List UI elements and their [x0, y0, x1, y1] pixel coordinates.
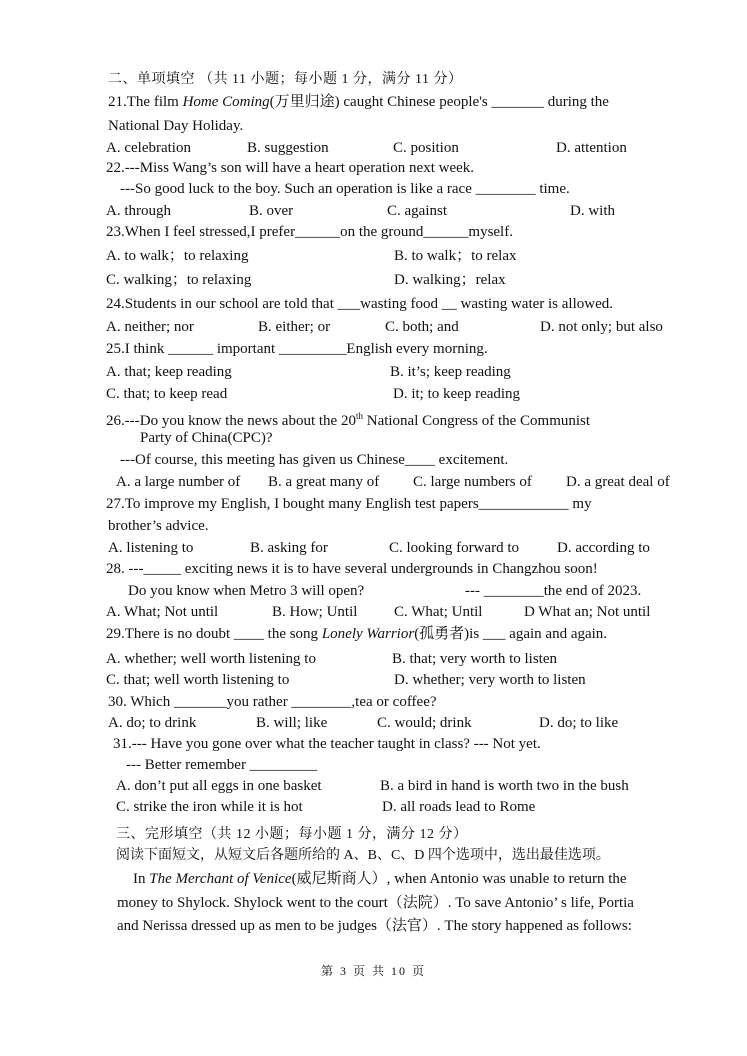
q24-option-d: D. not only; but also — [540, 319, 663, 335]
q31-option-d: D. all roads lead to Rome — [382, 799, 536, 815]
q21-stem-part: (万里归途) caught Chinese people's _______ during the — [269, 94, 609, 110]
q29-option-c: C. that; well worth listening to — [106, 672, 290, 688]
q23-option-d: D. walking；relax — [394, 272, 506, 288]
q25-option-a: A. that; keep reading — [106, 364, 232, 380]
passage-line2: money to Shylock. Shylock went to the court（法院）. To save Antonio’ s life, Portia — [117, 895, 634, 911]
q27-option-c: C. looking forward to — [389, 540, 519, 556]
q30-option-b: B. will; like — [256, 715, 328, 731]
q22-option-d: D. with — [570, 203, 615, 219]
q31-stem-line2: --- Better remember _________ — [126, 757, 318, 773]
section2-header: 二、单项填空 （共 11 小题；每小题 1 分，满分 11 分） — [108, 72, 463, 87]
q28-option-d: D What an; Not until — [524, 604, 651, 620]
q29-option-b: B. that; very worth to listen — [392, 651, 557, 667]
q31-option-b: B. a bird in hand is worth two in the bush — [380, 778, 629, 794]
q26-option-b: B. a great many of — [268, 474, 380, 490]
q27-stem-line1: 27.To improve my English, I bought many English test papers____________ my — [106, 496, 592, 512]
q27-option-a: A. listening to — [108, 540, 194, 556]
q29-song-title: Lonely Warrior — [321, 626, 415, 642]
q24-option-a: A. neither; nor — [106, 319, 194, 335]
passage-part: In — [133, 871, 150, 887]
passage-line1 — [133, 869, 627, 889]
q26-option-c: C. large numbers of — [413, 474, 532, 490]
passage-line3: and Nerissa dressed up as men to be judges（法官）. The story happened as follows: — [117, 918, 632, 934]
section3-header: 三、完形填空（共 12 小题；每小题 1 分，满分 12 分） — [116, 827, 468, 842]
q27-stem-line2: brother’s advice. — [108, 518, 209, 534]
q26-superscript: th — [355, 411, 363, 421]
q22-option-a: A. through — [106, 203, 171, 219]
q24-stem: 24.Students in our school are told that ___wasting food __ wasting water is allowed. — [106, 296, 614, 312]
q29-stem-part: 29.There is no doubt ____ the song — [106, 626, 322, 642]
q25-option-d: D. it; to keep reading — [393, 386, 521, 402]
q28-option-a: A. What; Not until — [106, 604, 219, 620]
q21-film-title: Home Coming — [182, 94, 270, 110]
q26-stem-part: National Congress of the Communist — [362, 413, 591, 429]
q28-option-b: B. How; Until — [272, 604, 358, 620]
q26-stem-part: 26.---Do you know the news about the 20 — [106, 413, 356, 429]
section3-instruction: 阅读下面短文，从短文后各题所给的 A、B、C、D 四个选项中，选出最佳选项。 — [116, 848, 610, 863]
q28-option-c: C. What; Until — [394, 604, 483, 620]
q26-option-a: A. a large number of — [116, 474, 241, 490]
page-footer: 第 3 页 共 10 页 — [320, 964, 426, 978]
q31-option-c: C. strike the iron while it is hot — [116, 799, 303, 815]
q28-stem-line2a: Do you know when Metro 3 will open? — [128, 583, 365, 599]
q26-stem-line2: Party of China(CPC)? — [140, 430, 273, 446]
q27-option-d: D. according to — [557, 540, 650, 556]
q25-stem: 25.I think ______ important _________English every morning. — [106, 341, 488, 357]
q28-stem-line1: 28. ---_____ exciting news it is to have several undergrounds in Changzhou soon! — [106, 561, 598, 577]
q26-option-d: D. a great deal of — [566, 474, 670, 490]
q21-option-c: C. position — [393, 140, 459, 156]
q21-option-a: A. celebration — [106, 140, 191, 156]
q29-option-d: D. whether; very worth to listen — [394, 672, 586, 688]
q26-stem-line3: ---Of course, this meeting has given us Chinese____ excitement. — [120, 452, 509, 468]
q21-option-d: D. attention — [556, 140, 627, 156]
q31-option-a: A. don’t put all eggs in one basket — [116, 778, 322, 794]
q30-option-d: D. do; to like — [539, 715, 619, 731]
q24-option-c: C. both; and — [385, 319, 459, 335]
q23-option-c: C. walking；to relaxing — [106, 272, 252, 288]
q30-option-c: C. would; drink — [377, 715, 472, 731]
q29-stem — [106, 624, 607, 644]
q23-option-a: A. to walk；to relaxing — [106, 248, 249, 264]
q24-option-b: B. either; or — [258, 319, 331, 335]
q22-stem-line1: 22.---Miss Wang’s son will have a heart operation next week. — [106, 160, 475, 176]
q23-option-b: B. to walk；to relax — [394, 248, 517, 264]
q27-option-b: B. asking for — [250, 540, 328, 556]
q22-stem-line2: ---So good luck to the boy. Such an operation is like a race ________ time. — [120, 181, 570, 197]
q29-stem-part: (孤勇者)is ___ again and again. — [414, 626, 608, 642]
q30-option-a: A. do; to drink — [108, 715, 197, 731]
q21-stem-part: 21.The film — [108, 94, 183, 110]
q28-stem-line2b: --- ________the end of 2023. — [465, 583, 642, 599]
q29-option-a: A. whether; well worth listening to — [106, 651, 316, 667]
q30-stem: 30. Which _______you rather ________,tea or coffee? — [108, 694, 437, 710]
q22-option-c: C. against — [387, 203, 447, 219]
q21-stem-line1 — [108, 92, 609, 112]
q31-stem-line1: 31.--- Have you gone over what the teacher taught in class? --- Not yet. — [113, 736, 541, 752]
passage-part: (威尼斯商人）, when Antonio was unable to return the — [291, 871, 627, 887]
q21-option-b: B. suggestion — [247, 140, 329, 156]
q22-option-b: B. over — [249, 203, 294, 219]
passage-play-title: The Merchant of Venice — [149, 871, 292, 887]
q25-option-c: C. that; to keep read — [106, 386, 228, 402]
q23-stem: 23.When I feel stressed,I prefer______on the ground______myself. — [106, 224, 513, 240]
q25-option-b: B. it’s; keep reading — [390, 364, 511, 380]
q21-stem-line2: National Day Holiday. — [108, 118, 244, 134]
